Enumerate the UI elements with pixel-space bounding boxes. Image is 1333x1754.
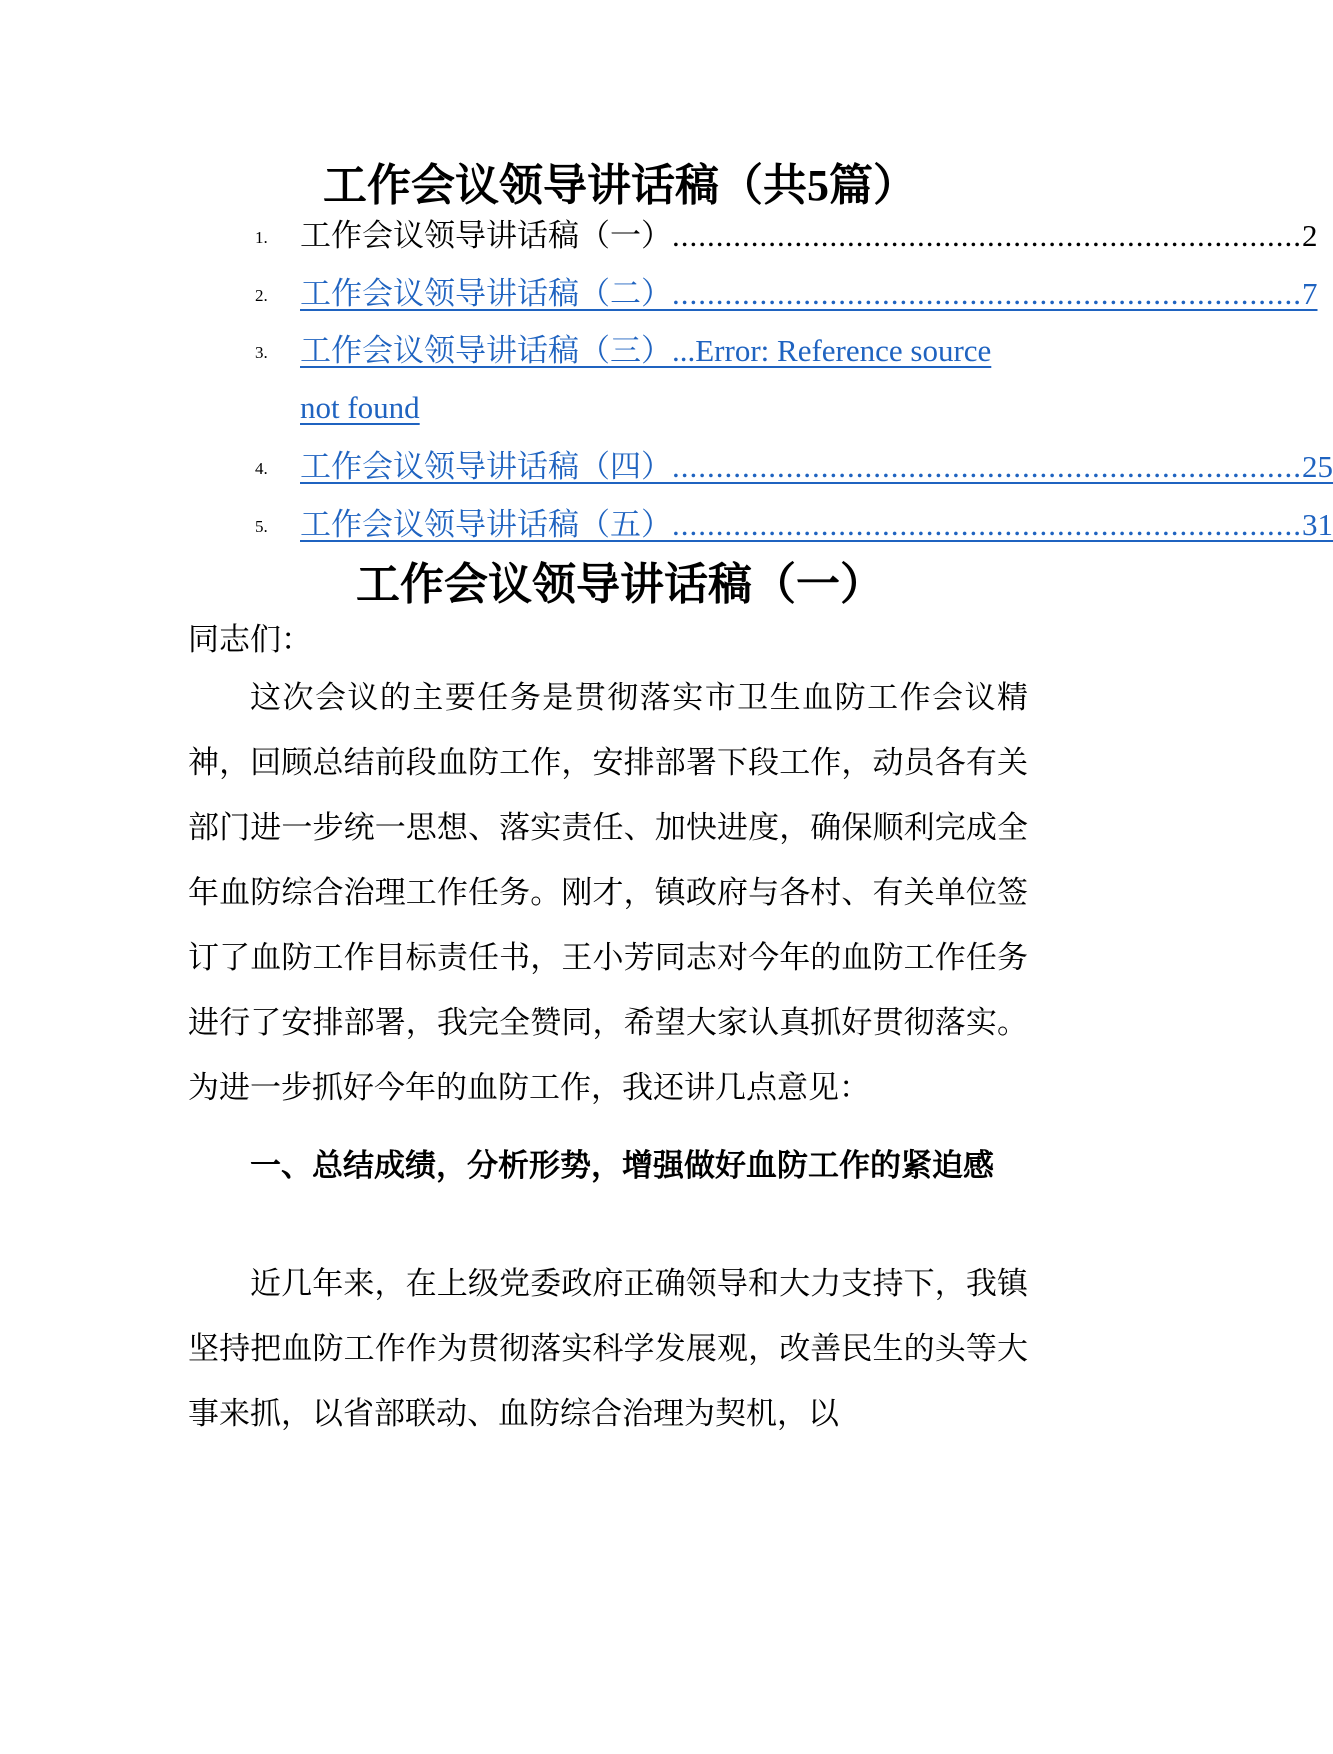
toc-page-number: 7: [1302, 276, 1318, 311]
toc-entry-3[interactable]: [255, 331, 1058, 431]
document-title-end: 篇）: [829, 160, 917, 211]
toc-reference-error: ...Error: Reference source: [672, 333, 992, 368]
section-title: 工作会议领导讲话稿（一）: [356, 559, 884, 610]
toc-entry-4[interactable]: [255, 447, 1333, 487]
toc-reference-error-wrap: not found: [300, 390, 420, 425]
toc-entry-number: 4.: [255, 459, 268, 478]
toc-dot-leader: ........................................................................: [672, 507, 1302, 542]
toc-page-number: 31: [1302, 507, 1333, 542]
document-title-count: 5: [807, 161, 829, 210]
toc-entry-number: 2.: [255, 286, 268, 305]
toc-dot-leader: ........................................................................: [672, 449, 1302, 484]
toc-page-number: 25: [1302, 449, 1333, 484]
salutation: 同志们：: [188, 622, 312, 658]
document-title: [0, 158, 1240, 214]
toc-entry-number: 1.: [255, 228, 268, 247]
toc-entry-label: 工作会议领导讲话稿（一）: [300, 218, 672, 254]
toc-entry-2[interactable]: [255, 274, 1318, 314]
toc-entry-label: 工作会议领导讲话稿（三）: [300, 333, 672, 369]
toc-entry-label: 工作会议领导讲话稿（二）: [300, 276, 672, 312]
paragraph-achievements: 近几年来，在上级党委政府正确领导和大力支持下，我镇坚持把血防工作作为贯彻落实科学发展观，改善民生的头等大事来抓，以省部联动、血防综合治理为契机，以: [188, 1266, 1028, 1432]
toc-page-number: 2: [1302, 218, 1318, 253]
toc-entry-label: 工作会议领导讲话稿（四）: [300, 449, 672, 485]
toc-entry-5[interactable]: [255, 505, 1333, 545]
toc-dot-leader: ........................................................................: [672, 218, 1302, 253]
toc-entry-number: 3.: [255, 343, 268, 362]
toc-entry-number: 5.: [255, 517, 268, 536]
toc-entry-1[interactable]: [255, 216, 1318, 256]
section-heading-1: 一、总结成绩，分析形势，增强做好血防工作的紧迫感: [250, 1148, 994, 1184]
document-title-text: 工作会议领导讲话稿（共: [323, 160, 807, 211]
toc-entry-label: 工作会议领导讲话稿（五）: [300, 507, 672, 543]
paragraph-intro: 这次会议的主要任务是贯彻落实市卫生血防工作会议精神，回顾总结前段血防工作，安排部署下段工作，动员各有关部门进一步统一思想、落实责任、加快进度，确保顺利完成全年血防综合治理工作任务。刚才，镇政府与各村、有关单位签订了血防工作目标责任书，王小芳同志对今年的血防工作任务进行了安排部署，我完全赞同，希望大家认真抓好贯彻落实。为进一步抓好今年的血防工作，我还讲几点意见：: [188, 680, 1028, 1106]
toc-dot-leader: ........................................................................: [672, 276, 1302, 311]
